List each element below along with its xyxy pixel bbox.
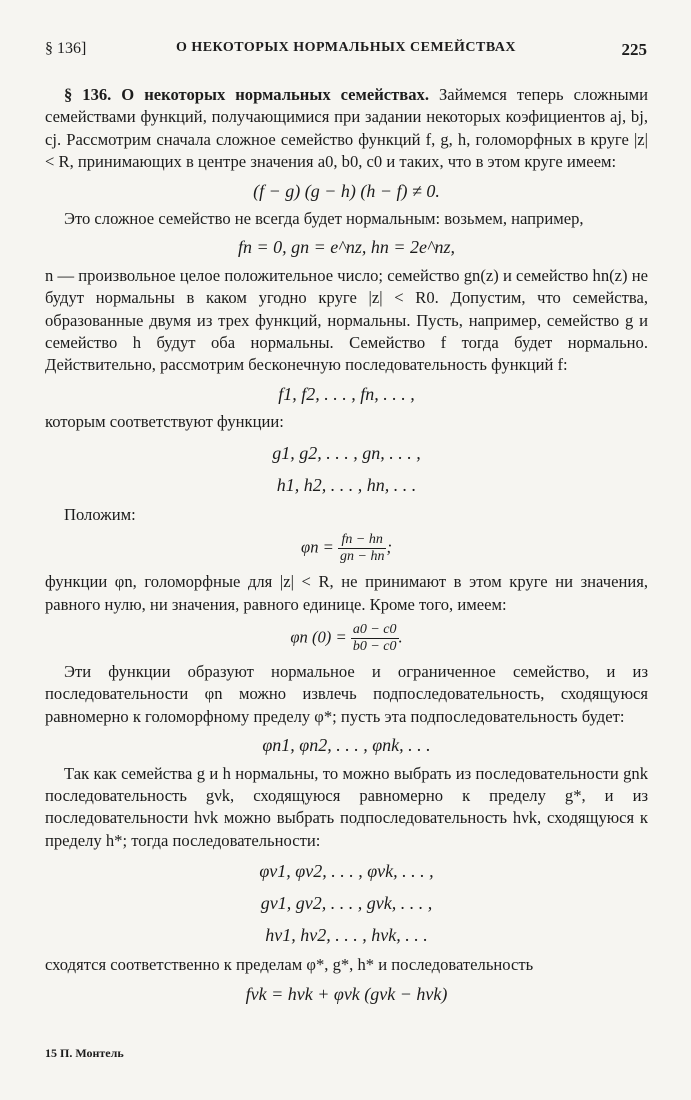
phi-lhs: φn = [301,537,334,557]
equation-nu-g: gν1, gν2, . . . , gνk, . . . , [260,893,433,914]
paragraph-normality: n — произвольное целое положительное число; семейство gn(z) и семейство hn(z) не будут нормальны в каком угодно круге |z| < R0. Допустим, что семейства, образованные двумя из трех функций, нормальны. Пусть, например, семейство g и семейство h будут оба нормальны. Семейство f тогда будет нормально. Действительно, рассмотрим бесконечную последовательность функций f: [45,265,648,375]
paragraph-intro-text: Займемся теперь сложными семействами функций, получающимися при задании некоторых коэфициентов aj, bj, cj. Рассмотрим сначала сложное семейство функций f, g, h, голоморфных в круге |z| < R, принимающих в центре значения a0, b0, c0 и таких, что в этом круге имеем: [45,85,648,172]
phi-numerator: fn − hn [338,532,386,549]
equation-sequence-g: g1, g2, . . . , gn, . . . , [272,442,421,463]
page-header [45,40,647,68]
equation-nu-phi: φν1, φν2, . . . , φνk, . . . , [259,861,434,882]
running-title: О НЕКОТОРЫХ НОРМАЛЬНЫХ СЕМЕЙСТВАХ [175,40,517,55]
phi-fraction [338,532,386,565]
paragraph-limits: сходятся соответственно к пределам φ*, g*, h* и последовательность [45,955,534,975]
page-number: 225 [621,40,647,59]
equation-nonzero-product: (f − g) (g − h) (h − f) ≠ 0. [253,180,440,201]
page-signature: 15 П. Монтель [45,1046,124,1060]
paragraph-subsequence: Эти функции образуют нормальное и ограниченное семейство, и из последовательности φn можно извлечь подпоследовательность, сходящуюся равномерно к голоморфному пределу φ*; пусть эта подпоследовательность будет: [45,661,648,726]
phi-denominator: gn − hn [340,549,385,565]
paragraph-selection: Так как семейства g и h нормальны, то можно выбрать из последовательности gnk последовательность gνk, сходящуюся равномерно к пределу g*, и из последовательности hνk можно выбрать подпоследовательность hνk, сходящуюся к пределу h*; тогда последовательности: [45,763,648,850]
paragraph-let: Положим: [64,504,136,524]
phi0-fraction [351,622,399,655]
paragraph-intro [45,84,648,174]
equation-sequence-f: f1, f2, . . . , fn, . . . , [278,383,415,404]
phi0-numerator: a0 − c0 [352,621,397,637]
equation-phi-subsequence: φn1, φn2, . . . , φnk, . . . [262,735,431,756]
page-body [45,84,648,1011]
phi0-lhs: φn (0) = [290,627,347,647]
paragraph-counterexample: Это сложное семейство не всегда будет нормальным: возьмем, например, [64,209,584,229]
equation-sequence-h: h1, h2, . . . , hn, . . . [276,474,417,495]
section-heading: § 136. О некоторых нормальных семействах. [64,85,429,104]
phi-tail: ; [386,537,392,557]
phi0-denominator: b0 − c0 [352,638,397,654]
paragraph-correspond: которым соответствуют функции: [45,412,284,432]
equation-phi-definition [45,532,648,565]
phi0-tail: . [398,627,403,647]
equation-phi-at-zero [45,622,648,655]
equation-nu-h: hν1, hν2, . . . , hνk, . . . [265,925,428,946]
section-ref: § 136] [45,40,87,57]
paragraph-phi-properties: функции φn, голоморфные для |z| < R, не принимают в этом круге ни значения, равного нулю, ни значения, равного единице. Кроме того, имеем: [45,572,648,614]
equation-f-nu-limit: fνk = hνk + φνk (gνk − hνk) [245,983,448,1004]
equation-example-family: fn = 0, gn = e^nz, hn = 2e^nz, [237,237,456,258]
